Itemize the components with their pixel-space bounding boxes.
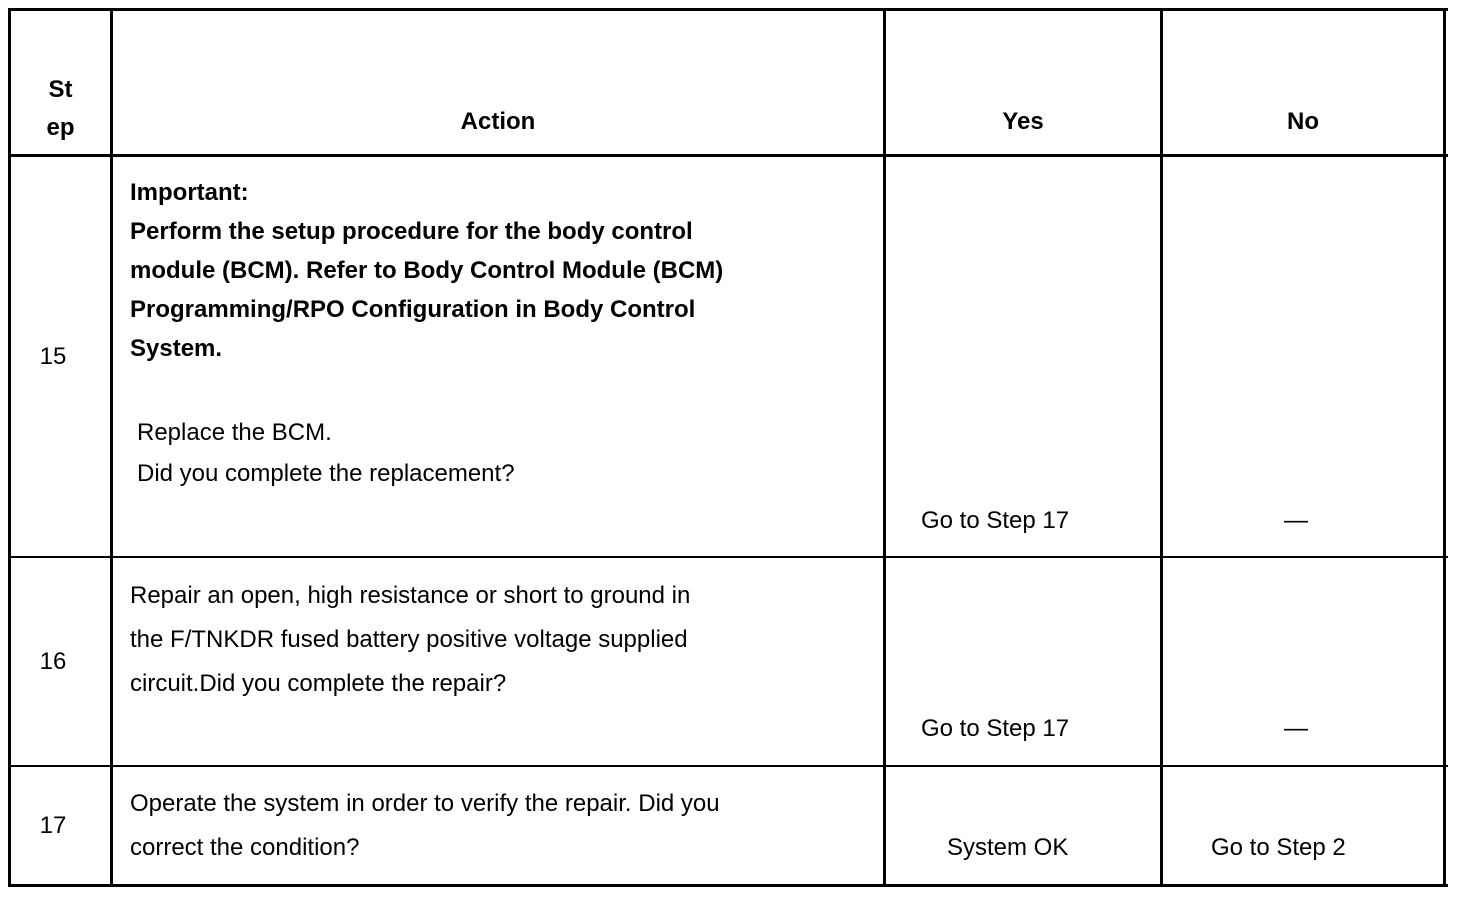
table-border-top [8,8,1448,11]
action-line: Did you complete the replacement? [137,460,515,487]
column-divider [1160,8,1163,887]
action-line: correct the condition? [130,834,360,861]
yes-result: Go to Step 17 [921,715,1070,742]
important-line: Programming/RPO Configuration in Body Control [130,296,696,323]
action-line: the F/TNKDR fused battery positive voltage supplied [130,626,688,653]
header-step [11,71,110,147]
action-text [137,412,515,494]
action-line: circuit.Did you complete the repair? [130,670,507,697]
yes-result: Go to Step 17 [921,507,1070,534]
header-step-line1: St [48,76,73,103]
step-number: 16 [39,648,67,675]
action-line: Repair an open, high resistance or short to ground in [130,582,691,609]
important-line: Perform the setup procedure for the body control [130,218,693,245]
no-result: Go to Step 2 [1211,834,1346,861]
column-divider [110,8,113,887]
important-label: Important: [130,179,249,206]
header-no: No [1287,108,1319,135]
step-number: 17 [39,812,67,839]
row-divider [8,556,1448,558]
action-line: Operate the system in order to verify the repair. Did you [130,790,720,817]
no-result: — [1284,507,1308,534]
header-action: Action [460,108,536,135]
important-line: module (BCM). Refer to Body Control Module (BCM) [130,257,724,284]
action-text [130,574,690,706]
important-line: System. [130,335,223,362]
column-divider [883,8,886,887]
no-result: — [1284,715,1308,742]
table-border-bottom [8,884,1448,887]
header-step-line2: ep [46,114,75,141]
important-text [130,212,723,368]
header-yes: Yes [1002,108,1044,135]
action-line: Replace the BCM. [137,419,332,446]
yes-result: System OK [947,834,1069,861]
step-number: 15 [39,343,67,370]
table-border-right [1443,8,1446,887]
row-divider [8,765,1448,767]
header-divider [8,154,1448,157]
action-text [130,782,720,870]
